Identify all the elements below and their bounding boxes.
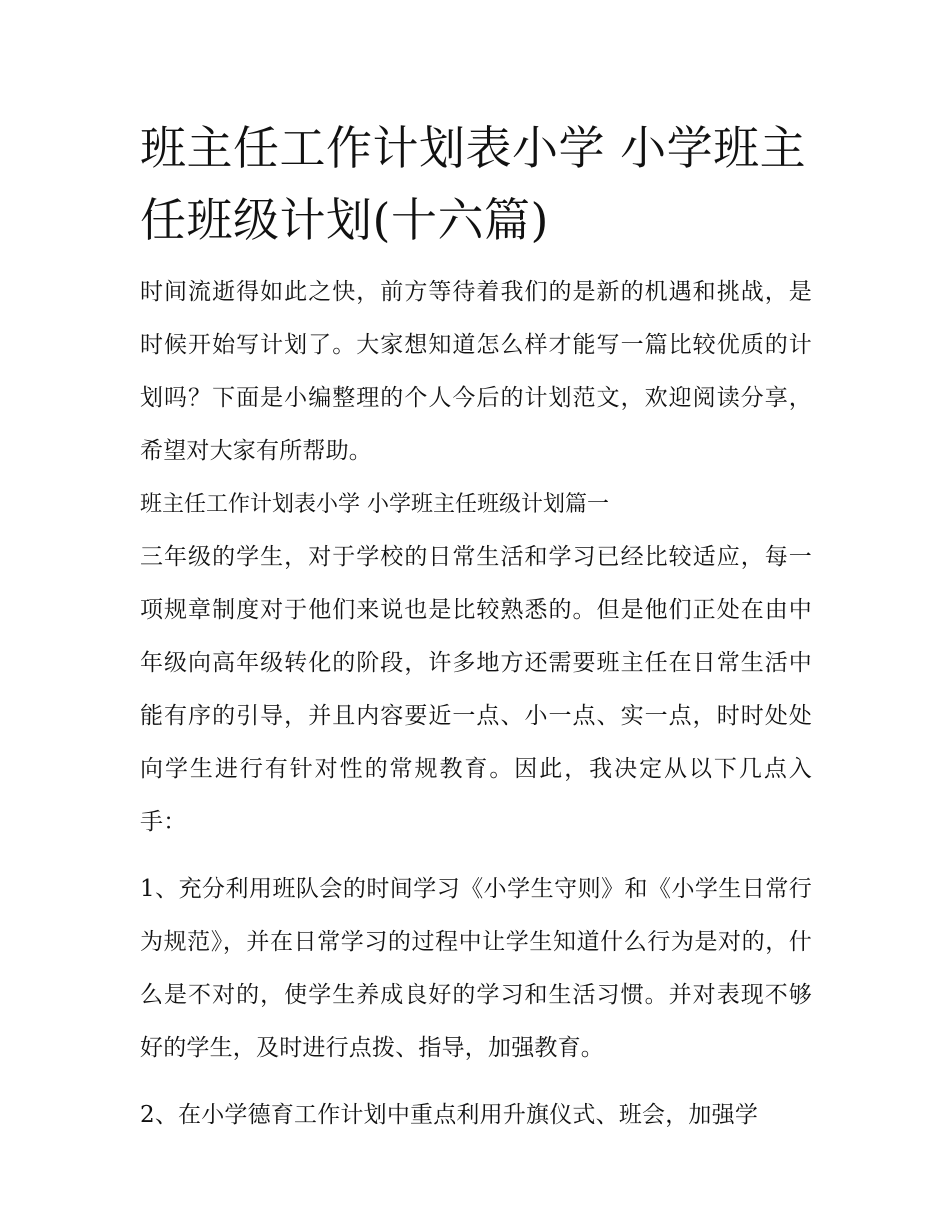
document-page: [140, 112, 812, 1142]
document-title: 班主任工作计划表小学 小学班主任班级计划(十六篇): [140, 121, 807, 247]
list-item-1: 1、充分利用班队会的时间学习《小学生守则》和《小学生日常行为规范》，并在日常学习的过程中让学生知道什么行为是对的，什么是不对的，使学生养成良好的学习和生活习惯。并对表现不够好的学生，及时进行点拨、指导，加强教育。: [140, 876, 812, 1061]
intro-paragraph: 时间流逝得如此之快，前方等待着我们的是新的机遇和挑战，是时候开始写计划了。大家想知道怎么样才能写一篇比较优质的计划吗？下面是小编整理的个人今后的计划范文，欢迎阅读分享，希望对大家有所帮助。: [140, 279, 812, 464]
list-item-2: 2、在小学德育工作计划中重点利用升旗仪式、班会，加强学: [140, 1102, 759, 1128]
body-paragraph-1: 三年级的学生，对于学校的日常生活和学习已经比较适应，每一项规章制度对于他们来说也是比较熟悉的。但是他们正处在由中年级向高年级转化的阶段，许多地方还需要班主任在日常生活中能有序的引导，并且内容要近一点、小一点、实一点，时时处处向学生进行有针对性的常规教育。因此，我决定从以下几点入手：: [140, 544, 812, 835]
section-heading: 班主任工作计划表小学 小学班主任班级计划篇一: [140, 492, 609, 517]
